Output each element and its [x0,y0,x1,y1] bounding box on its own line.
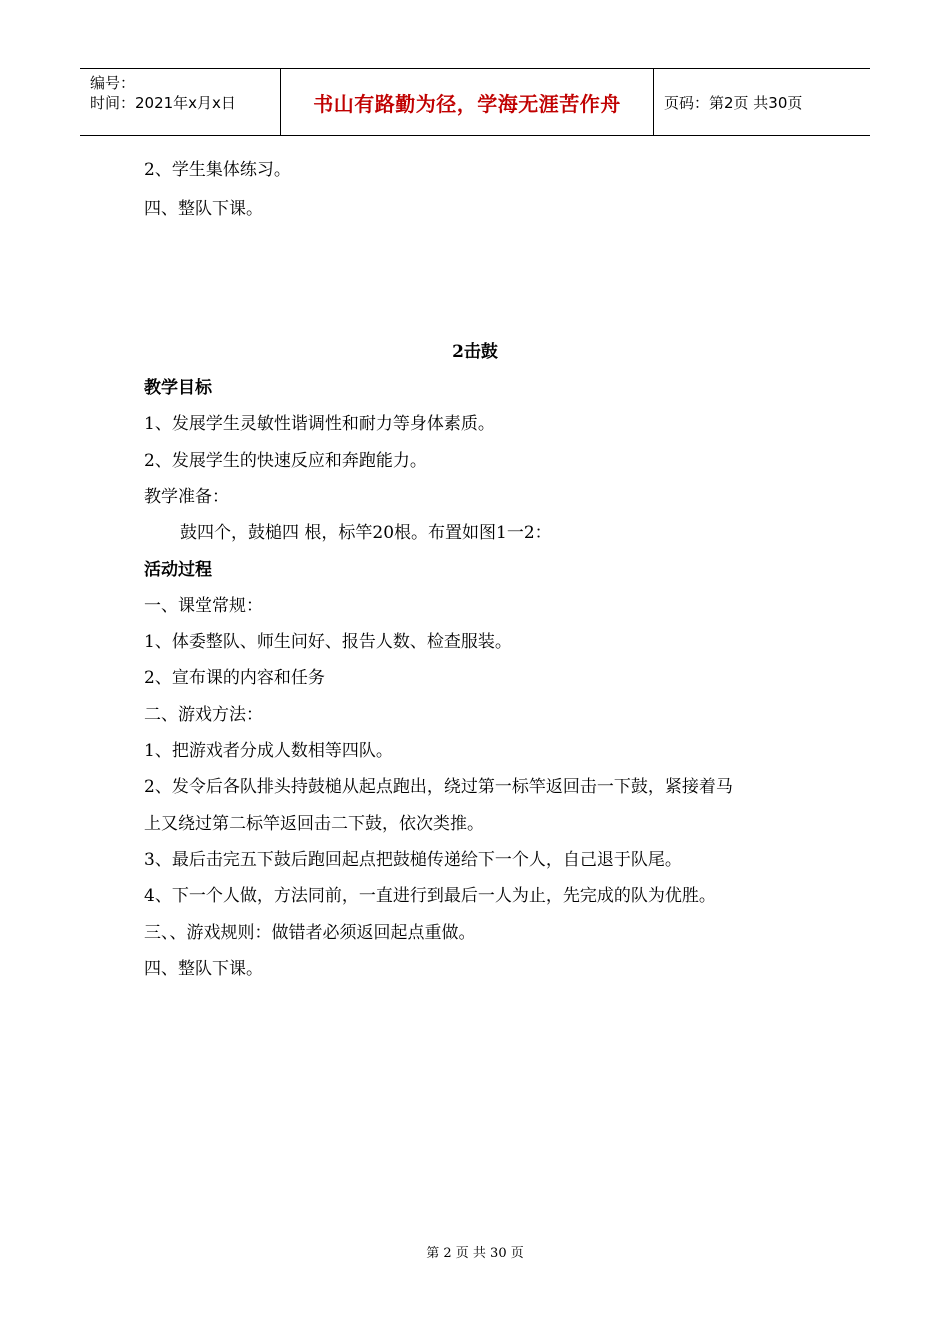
prep-text: 鼓四个，鼓槌四 根，标竿20根。布置如图1一2： [180,523,552,543]
header-page-cell [654,69,870,136]
header-meta-cell [80,69,281,136]
page-number-label: 页码：第2页 共30页 [664,94,803,112]
method-2a: 2、发令后各队排头持鼓槌从起点跑出，绕过第一标竿返回击一下鼓，紧接着马 [144,777,733,797]
routine-2: 2、宣布课的内容和任务 [144,668,325,688]
process-heading: 活动过程 [144,560,212,580]
method-4: 4、下一个人做，方法同前，一直进行到最后一人为止，先完成的队为优胜。 [144,886,716,906]
method-heading: 二、游戏方法： [144,705,263,725]
continued-line-2: 四、整队下课。 [144,199,263,219]
page-footer: 第 2 页 共 30 页 [426,1246,524,1261]
method-1: 1、把游戏者分成人数相等四队。 [144,741,393,761]
prep-heading: 教学准备： [144,487,229,507]
motto-text: 书山有路勤为径，学海无涯苦作舟 [313,92,621,116]
continued-line-1: 2、学生集体练习。 [144,160,291,180]
header-motto-cell [281,69,654,136]
time-label: 时间：2021年x月x日 [90,94,236,112]
method-2b: 上又绕过第二标竿返回击二下鼓，依次类推。 [144,814,484,834]
goal-2: 2、发展学生的快速反应和奔跑能力。 [144,451,427,471]
routine-heading: 一、课堂常规： [144,596,263,616]
method-3: 3、最后击完五下鼓后跑回起点把鼓槌传递给下一个人，自己退于队尾。 [144,850,682,870]
routine-1: 1、体委整队、师生问好、报告人数、检查服装。 [144,632,512,652]
rules-line: 三、、游戏规则：做错者必须返回起点重做。 [144,923,476,943]
goal-1: 1、发展学生灵敏性谐调性和耐力等身体素质。 [144,414,495,434]
document-header [80,68,870,136]
serial-label: 编号： [90,74,136,92]
goals-heading: 教学目标 [144,378,212,398]
dismiss-line: 四、整队下课。 [144,959,263,979]
lesson-title: 2击鼓 [452,342,498,362]
